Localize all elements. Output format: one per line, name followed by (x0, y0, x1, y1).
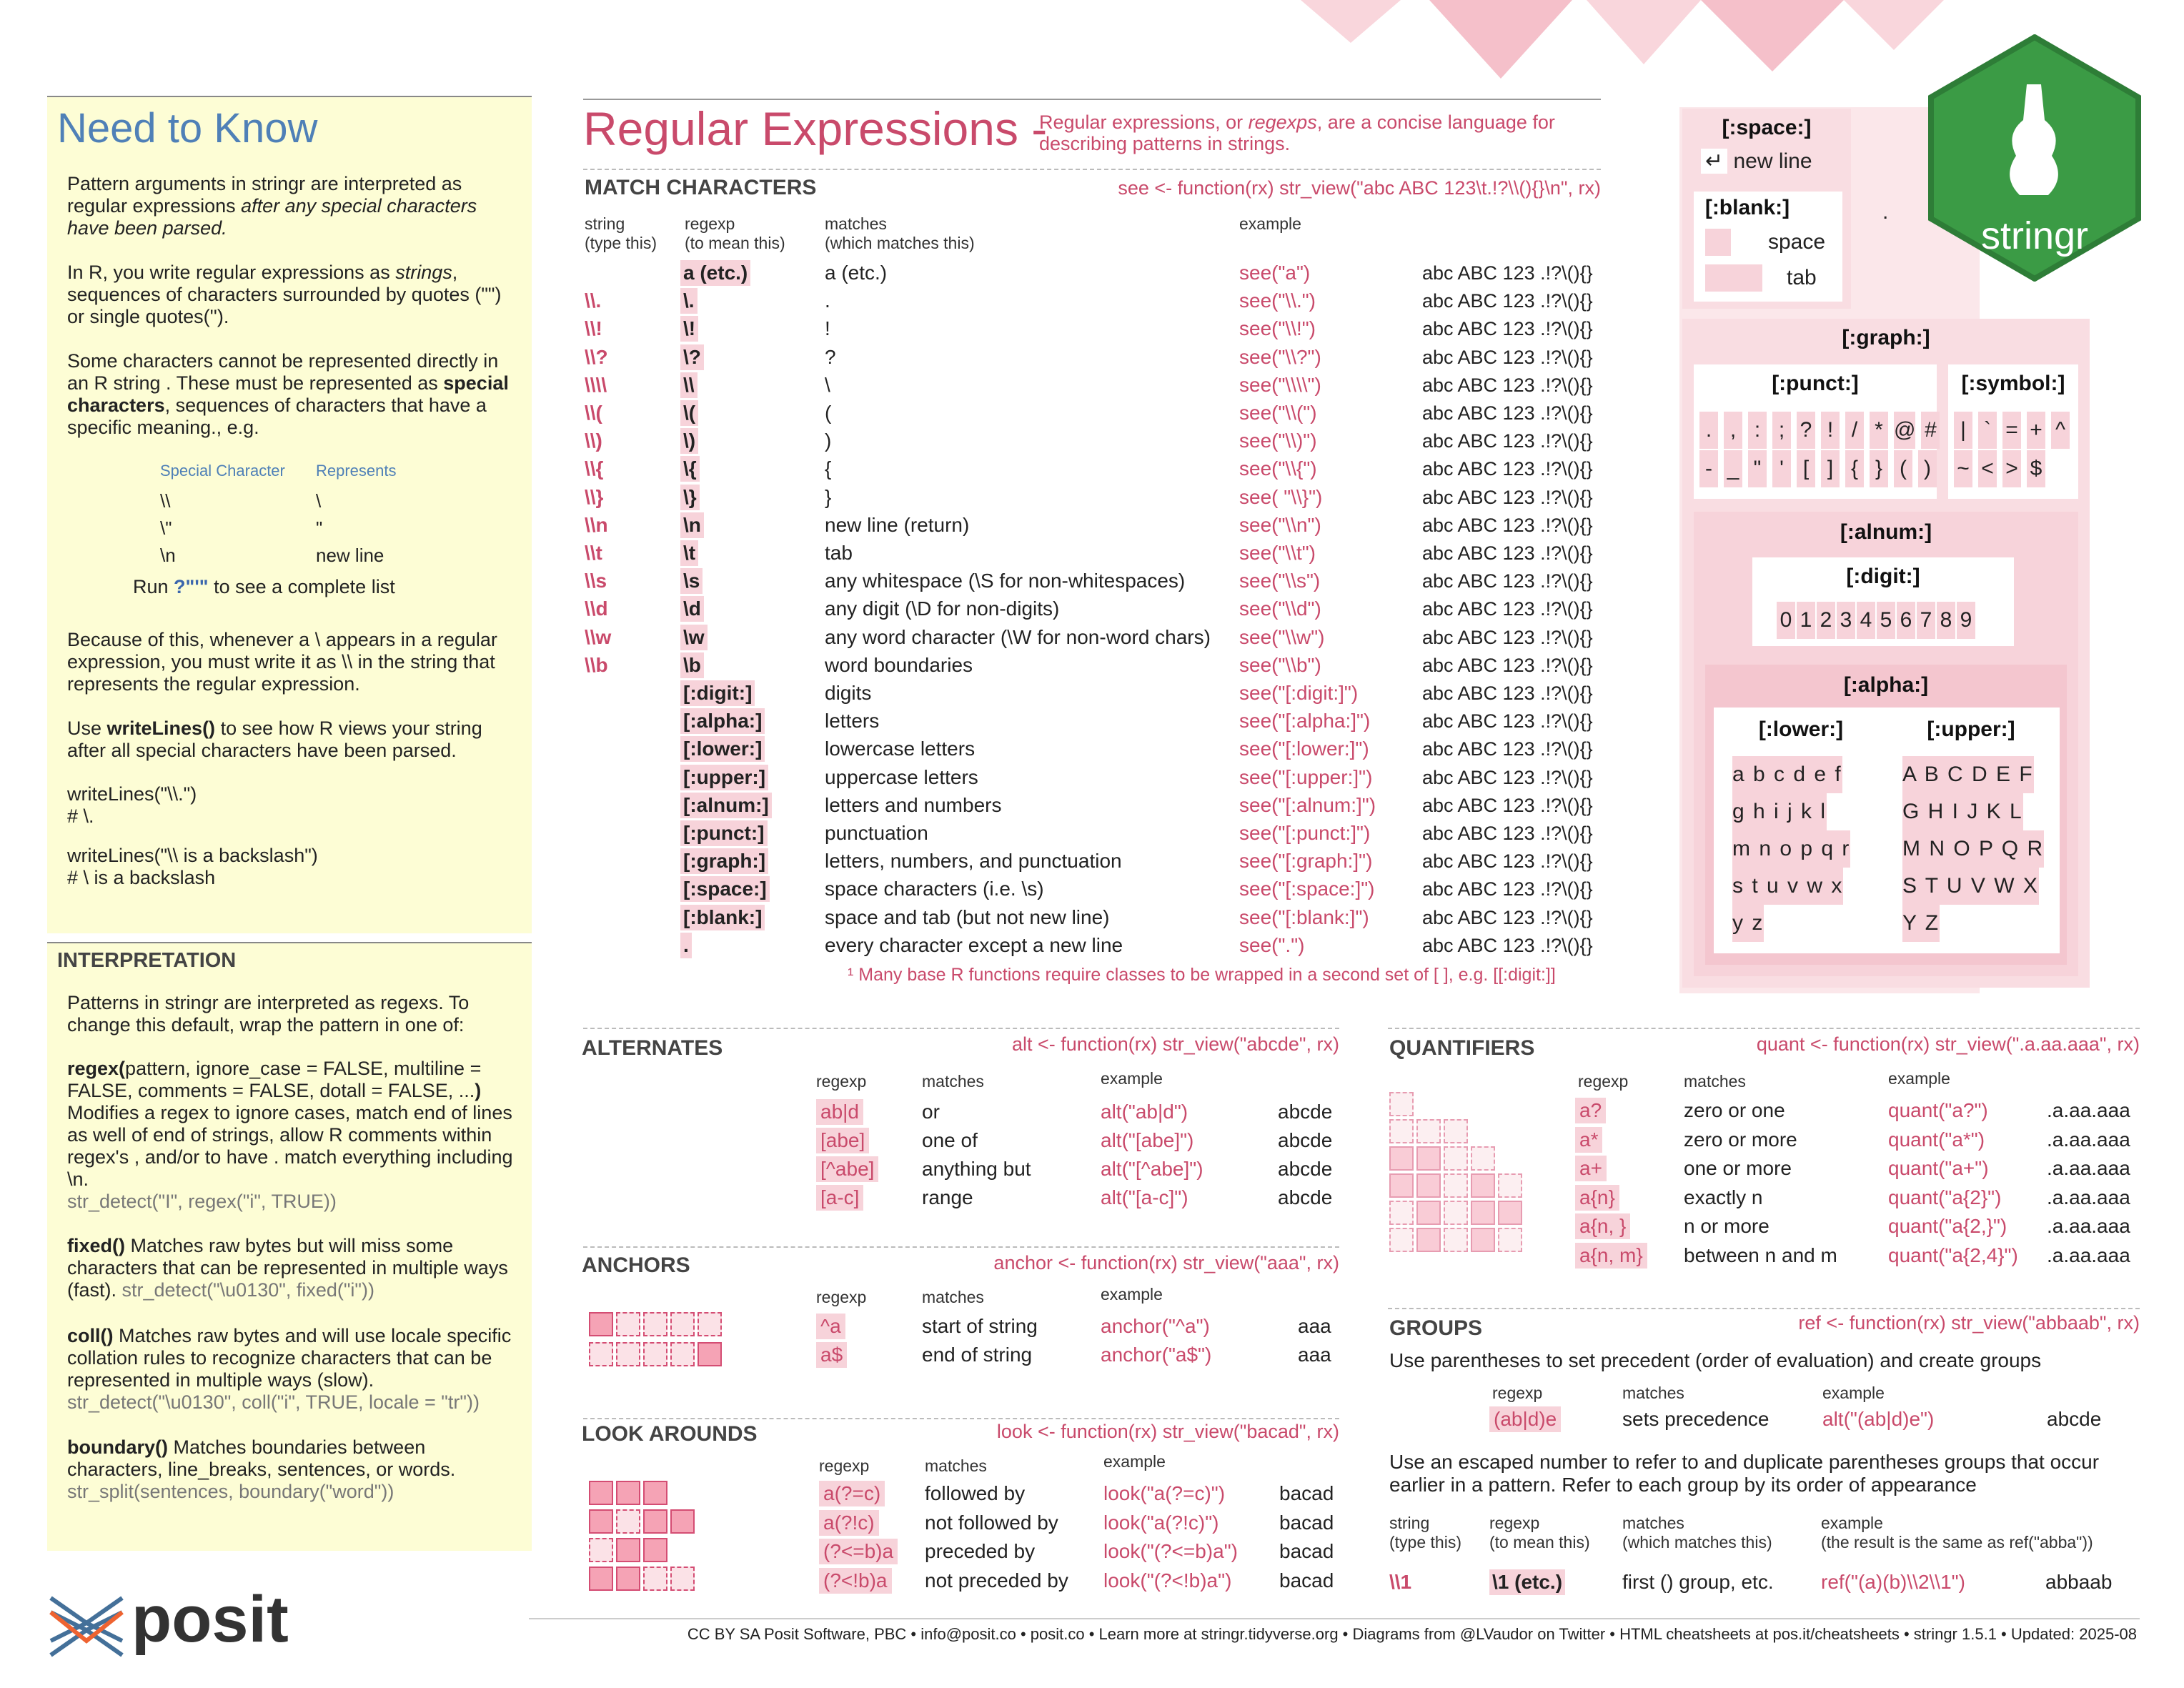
match-example: see("\\\\") (1239, 373, 1321, 396)
groups-rule (1388, 1308, 2140, 1309)
graph-class-title: [:graph:] (1842, 326, 1930, 349)
match-example: see("\\s") (1239, 570, 1321, 592)
page-title: Regular Expressions - (583, 102, 1048, 155)
interpretation-panel (47, 942, 532, 1551)
interp-fixed: fixed() Matches raw bytes but will miss some characters that can be represented in multiple ways (fast). str_detect("\u0130", fixed("i")) (67, 1235, 508, 1301)
symbol-class-title: [:symbol:] (1961, 372, 2065, 395)
match-regexp: \) (680, 428, 698, 454)
result-cell: .a.aa.aaa (2047, 1186, 2130, 1208)
result-cell: bacad (1279, 1482, 1334, 1504)
match-sample: abc ABC 123 .!?\(){} (1422, 766, 1593, 788)
regexp-cell: a(?!c) (819, 1510, 879, 1536)
match-regexp: \( (680, 400, 698, 426)
match-meaning: every character except a new line (825, 933, 1123, 956)
col-matches: matches (which matches this) (825, 214, 975, 252)
match-regexp: . (680, 933, 692, 958)
match-sample: abc ABC 123 .!?\(){} (1422, 598, 1593, 620)
match-meaning: word boundaries (825, 653, 973, 676)
col-string: string (type this) (585, 214, 657, 252)
match-example: see("[:upper:]") (1239, 765, 1373, 788)
match-regexp: \w (680, 625, 708, 650)
match-string: \\w (585, 625, 612, 648)
matches-cell: or (922, 1101, 940, 1123)
match-regexp: [:space:] (680, 876, 770, 902)
groups-col-regexp: regexp (1492, 1384, 1543, 1402)
example-cell: look("(?<!b)a") (1103, 1569, 1232, 1592)
regexp-cell: [abe] (816, 1128, 869, 1153)
regexp-cell: (?<!b)a (819, 1568, 892, 1594)
match-regexp: [:graph:] (680, 848, 768, 874)
match-example: see("[:graph:]") (1239, 850, 1373, 873)
groups-col-matches2: matches (which matches this) (1622, 1514, 1772, 1552)
backslash-paragraph: Because of this, whenever a \ appears in a regular expression, you must write it as \\ in the string that represents the regular expression. (67, 629, 497, 695)
special-char-col: \\ \" \n (160, 490, 176, 566)
intro-paragraph: Pattern arguments in stringr are interpreted as regular expressions after any special characters have been parsed. (67, 173, 477, 239)
title-rule (583, 99, 1601, 100)
match-example: see("\\.") (1239, 289, 1316, 312)
punct-row-2: - _ " ' [ ] { } ( ) (1699, 450, 1942, 487)
regexp-cell: a(?=c) (819, 1481, 885, 1506)
stringr-logo-text: stringr (1980, 214, 2089, 257)
punct-class-title: [:punct:] (1772, 372, 1859, 395)
match-characters-title: MATCH CHARACTERS (585, 176, 817, 199)
lookaround-diagram (589, 1481, 698, 1591)
regexp-cell: a{n, m} (1575, 1243, 1647, 1269)
match-regexp: \} (680, 485, 700, 510)
need-to-know-panel (47, 96, 532, 933)
interpretation-title: INTERPRETATION (57, 949, 237, 972)
match-regexp: [:lower:] (680, 736, 765, 762)
regexp-cell: ^a (816, 1314, 845, 1339)
match-string: \\n (585, 513, 608, 536)
groups-title: GROUPS (1389, 1316, 1483, 1340)
example-cell: anchor("a$") (1101, 1344, 1212, 1366)
match-sample: abc ABC 123 .!?\(){} (1422, 458, 1593, 480)
match-string: \\. (585, 289, 602, 312)
example-cell: quant("a?") (1888, 1099, 1988, 1121)
matches-cell: n or more (1684, 1215, 1769, 1237)
result-cell: .a.aa.aaa (2047, 1157, 2130, 1179)
match-meaning: \ (825, 373, 830, 396)
match-sample: abc ABC 123 .!?\(){} (1422, 850, 1593, 873)
match-meaning: { (825, 457, 832, 480)
anc-col-regexp: regexp (816, 1288, 867, 1306)
example-cell: alt("ab|d") (1101, 1101, 1188, 1123)
code-example-1: writeLines("\\.") # \. (67, 783, 197, 827)
result-cell: .a.aa.aaa (2047, 1215, 2130, 1237)
example-cell: look("(?<=b)a") (1103, 1540, 1238, 1562)
represents-col: \ " new line (316, 490, 384, 566)
groups-col-example: example (1822, 1384, 1885, 1402)
match-sample: abc ABC 123 .!?\(){} (1422, 346, 1593, 368)
matches-cell: zero or one (1684, 1099, 1785, 1121)
match-sample: abc ABC 123 .!?\(){} (1422, 878, 1593, 900)
symbol-row-2: ~ < > $ (1954, 450, 2051, 487)
match-rule (583, 169, 1601, 170)
match-string: \\( (585, 402, 602, 424)
match-sample: abc ABC 123 .!?\(){} (1422, 430, 1593, 452)
match-meaning: ? (825, 345, 836, 368)
quant-col-regexp: regexp (1578, 1072, 1629, 1091)
punct-row-1: . , : ; ? ! / * @ # (1699, 412, 1945, 449)
match-regexp: [:digit:] (680, 680, 755, 706)
match-example: see("[:space:]") (1239, 878, 1375, 900)
groups-col-example2: example (the result is the same as ref("abba")) (1821, 1514, 2093, 1552)
stringr-hex-logo (1927, 34, 2143, 282)
match-sample: abc ABC 123 .!?\(){} (1422, 486, 1593, 508)
match-meaning: uppercase letters (825, 765, 978, 788)
page-subtitle: Regular expressions, or regexps, are a concise language for describing patterns in strings. (1039, 111, 1555, 154)
anchors-title: ANCHORS (582, 1253, 690, 1277)
posit-logo-icon (47, 1591, 126, 1662)
match-meaning: any word character (\W for non-word chars) (825, 625, 1211, 648)
quant-col-matches: matches (1684, 1072, 1746, 1091)
match-sample: abc ABC 123 .!?\(){} (1422, 262, 1593, 284)
match-sample: abc ABC 123 .!?\(){} (1422, 794, 1593, 816)
match-function: see <- function(rx) str_view("abc ABC 123\t.!?\\(){}\n", rx) (1118, 177, 1601, 199)
match-regexp: \. (680, 288, 698, 314)
matches-cell: range (922, 1186, 973, 1208)
lookarounds-function: look <- function(rx) str_view("bacad", rx) (996, 1421, 1339, 1442)
match-regexp: \\ (680, 372, 698, 398)
quant-col-example: example (1888, 1069, 1950, 1088)
match-regexp: \s (680, 568, 703, 594)
result-cell: .a.aa.aaa (2047, 1243, 2130, 1266)
match-example: see("\\{") (1239, 457, 1317, 480)
match-meaning: punctuation (825, 822, 928, 844)
matches-cell: not preceded by (925, 1569, 1068, 1592)
match-example: see( "\\}") (1239, 485, 1323, 508)
match-string: \\{ (585, 457, 604, 480)
special-chars-paragraph: Some characters cannot be represented directly in an R string . These must be represented as special characters, sequences of characters that have a specific meaning., e.g. (67, 350, 509, 438)
quantifiers-function: quant <- function(rx) str_view(".a.aa.aaa", rx) (1756, 1033, 2140, 1055)
alternates-function: alt <- function(rx) str_view("abcde", rx) (1011, 1033, 1339, 1055)
match-example: see("[:lower:]") (1239, 738, 1369, 760)
match-string: \\\\ (585, 373, 607, 396)
match-example: see("\\w") (1239, 625, 1325, 648)
need-to-know-title: Need to Know (57, 105, 318, 152)
tab-swatch (1705, 264, 1762, 292)
col-example: example (1239, 214, 1301, 233)
match-sample: abc ABC 123 .!?\(){} (1422, 318, 1593, 340)
match-regexp: \! (680, 316, 698, 342)
match-example: see("\\b") (1239, 653, 1321, 676)
groups-intro: Use parentheses to set precedent (order of evaluation) and create groups (1389, 1349, 2042, 1371)
upper-class-title: [:upper:] (1927, 718, 2015, 741)
match-regexp: \t (680, 540, 698, 566)
match-meaning: ( (825, 402, 832, 424)
alt-col-matches: matches (922, 1072, 984, 1091)
col-regexp: regexp (to mean this) (685, 214, 785, 252)
example-cell: quant("a+") (1888, 1157, 1989, 1179)
space-class-title: [:space:] (1722, 116, 1812, 139)
match-example: see("[:alnum:]") (1239, 793, 1376, 816)
example-cell: look("a(?!c)") (1103, 1511, 1219, 1534)
result-cell: aaa (1298, 1315, 1331, 1337)
match-meaning: ! (825, 317, 830, 340)
match-example: see("\\n") (1239, 513, 1321, 536)
alternates-title: ALTERNATES (582, 1036, 723, 1060)
footnote: ¹ Many base R functions require classes to be wrapped in a second set of [ ], e.g. [[:digit:]] (848, 965, 1556, 985)
match-example: see("[:alpha:]") (1239, 710, 1371, 733)
match-meaning: . (825, 289, 830, 312)
match-example: see("[:punct:]") (1239, 822, 1371, 844)
digit-row: 0 1 2 3 4 5 6 7 8 9 (1777, 602, 1977, 639)
anchor-diagram (589, 1312, 725, 1366)
matches-cell: exactly n (1684, 1186, 1763, 1208)
example-cell: quant("a{2,}") (1888, 1215, 2007, 1237)
example-cell: alt("[a-c]") (1101, 1186, 1188, 1208)
result-cell: abcde (1278, 1186, 1333, 1208)
match-string: \\d (585, 597, 608, 620)
blank-class-title: [:blank:] (1704, 196, 1790, 219)
match-regexp: [:punct:] (680, 820, 768, 846)
regexp-cell: a{n, } (1575, 1213, 1630, 1239)
match-example: see("\\?") (1239, 345, 1321, 368)
upper-letters: A B C D E F G H I J K L M N O P Q R S T U V W X Y Z (1902, 756, 2044, 942)
example-cell: look("a(?=c)") (1103, 1482, 1226, 1504)
writelines-paragraph: Use writeLines() to see how R views your string after all special characters have been parsed. (67, 718, 482, 761)
example-cell: quant("a{2,4}") (1888, 1243, 2018, 1266)
regexp-cell: a? (1575, 1098, 1606, 1123)
dot-char: . (1882, 200, 1889, 224)
matches-cell: zero or more (1684, 1128, 1797, 1151)
match-regexp: \b (680, 652, 704, 678)
quantifier-diagram (1389, 1092, 1547, 1271)
match-sample: abc ABC 123 .!?\(){} (1422, 290, 1593, 312)
match-meaning: letters and numbers (825, 793, 1002, 816)
match-sample: abc ABC 123 .!?\(){} (1422, 654, 1593, 676)
match-meaning: ) (825, 430, 832, 452)
match-meaning: any whitespace (\S for non-whitespaces) (825, 570, 1186, 592)
matches-cell: one of (922, 1129, 978, 1151)
look-col-matches: matches (925, 1456, 987, 1475)
alnum-class-title: [:alnum:] (1840, 520, 1932, 544)
example-cell: quant("a{2}") (1888, 1186, 2002, 1208)
match-regexp: [:alnum:] (680, 793, 772, 818)
match-string: \\! (585, 317, 602, 340)
regexp-cell: ab|d (816, 1099, 863, 1125)
run-help: Run ?"'" to see a complete list (133, 576, 395, 597)
match-string: \\} (585, 485, 604, 508)
alpha-class-title: [:alpha:] (1843, 673, 1929, 697)
match-regexp: \d (680, 596, 704, 622)
return-arrow-icon: ↵ (1701, 149, 1727, 174)
match-regexp: [:alpha:] (680, 708, 765, 734)
matches-cell: not followed by (925, 1511, 1058, 1534)
tab-label: tab (1787, 266, 1817, 289)
look-col-regexp: regexp (819, 1456, 870, 1475)
matches-cell: one or more (1684, 1157, 1792, 1179)
strings-paragraph: In R, you write regular expressions as strings, sequences of characters surrounded by quotes ("") or single quotes(''). (67, 262, 502, 327)
match-example: see("a") (1239, 262, 1311, 284)
example-cell: alt("[^abe]") (1101, 1158, 1203, 1180)
match-regexp: [:upper:] (680, 765, 768, 790)
match-sample: abc ABC 123 .!?\(){} (1422, 570, 1593, 592)
quantifiers-title: QUANTIFIERS (1389, 1036, 1535, 1060)
code-example-2: writeLines("\\ is a backslash") # \ is a backslash (67, 845, 318, 888)
match-string: \\) (585, 430, 602, 452)
look-col-example: example (1103, 1452, 1166, 1471)
result-cell: bacad (1279, 1511, 1334, 1534)
match-example: see("[:blank:]") (1239, 905, 1369, 928)
result-cell: .a.aa.aaa (2047, 1099, 2130, 1121)
match-sample: abc ABC 123 .!?\(){} (1422, 710, 1593, 733)
match-sample: abc ABC 123 .!?\(){} (1422, 402, 1593, 424)
result-cell: abcde (1278, 1129, 1333, 1151)
represents-header: Represents (316, 462, 397, 480)
interp-coll: coll() Matches raw bytes and will use locale specific collation rules to recognize characters that can be represented in multiple ways (slow). str_detect("\u0130", coll("i", TRUE, locale = "tr")) (67, 1325, 512, 1413)
anc-col-example: example (1101, 1285, 1163, 1304)
match-meaning: tab (825, 542, 853, 564)
anc-col-matches: matches (922, 1288, 984, 1306)
groups-function: ref <- function(rx) str_view("abbaab", rx) (1798, 1312, 2140, 1334)
match-example: see("\\)") (1239, 430, 1317, 452)
interp-regex: regex(pattern, ignore_case = FALSE, multiline = FALSE, comments = FALSE, dotall = FALSE, ...) Modifies a regex to ignore cases, match end of lines as well of end of strings, allow R comments within regex's , and/or to have . match everything including \n. str_detect("I", regex("i", TRUE)) (67, 1058, 513, 1212)
match-meaning: any digit (\D for non-digits) (825, 597, 1060, 620)
matches-cell: followed by (925, 1482, 1026, 1504)
anchors-function: anchor <- function(rx) str_view("aaa", rx) (993, 1252, 1339, 1274)
match-meaning: letters, numbers, and punctuation (825, 850, 1122, 873)
match-meaning: } (825, 485, 832, 508)
match-sample: abc ABC 123 .!?\(){} (1422, 682, 1593, 704)
regexp-cell: a{n} (1575, 1185, 1619, 1211)
symbol-row-1: | ` = + ^ (1954, 412, 2075, 449)
match-string: \\? (585, 345, 608, 368)
anc-rule (583, 1246, 1339, 1248)
posit-wordmark: posit (131, 1583, 289, 1656)
example-cell: anchor("^a") (1101, 1315, 1210, 1337)
alt-col-regexp: regexp (816, 1072, 867, 1091)
example-cell: alt("[abe]") (1101, 1129, 1194, 1151)
matches-cell: preceded by (925, 1540, 1036, 1562)
interp-intro: Patterns in stringr are interpreted as regexs. To change this default, wrap the pattern in one of: (67, 992, 470, 1036)
match-meaning: lowercase letters (825, 738, 976, 760)
look-rule (583, 1418, 1339, 1419)
match-regexp: [:blank:] (680, 905, 765, 930)
match-example: see(".") (1239, 933, 1305, 956)
alt-col-example: example (1101, 1069, 1163, 1088)
regexp-cell: a* (1575, 1127, 1602, 1153)
match-meaning: new line (return) (825, 513, 970, 536)
interp-boundary: boundary() Matches boundaries between characters, line_breaks, sentences, or words. str_split(sentences, boundary("word")) (67, 1436, 456, 1502)
match-sample: abc ABC 123 .!?\(){} (1422, 934, 1593, 956)
match-sample: abc ABC 123 .!?\(){} (1422, 374, 1593, 396)
lower-letters: a b c d e f g h i j k l m n o p q r s t u v w x y z (1732, 756, 1850, 942)
match-sample: abc ABC 123 .!?\(){} (1422, 626, 1593, 648)
match-sample: abc ABC 123 .!?\(){} (1422, 823, 1593, 844)
quant-rule (1388, 1028, 2140, 1029)
space-swatch (1705, 229, 1731, 256)
result-cell: abcde (1278, 1158, 1333, 1180)
match-example: see("\\d") (1239, 597, 1321, 620)
match-regexp: a (etc.) (680, 260, 750, 286)
special-char-header: Special Character (160, 462, 285, 480)
space-label: space (1768, 230, 1826, 254)
match-meaning: letters (825, 710, 880, 733)
digit-class-title: [:digit:] (1846, 565, 1920, 588)
example-cell: quant("a*") (1888, 1128, 1985, 1151)
match-sample: abc ABC 123 .!?\(){} (1422, 514, 1593, 536)
match-example: see("\\t") (1239, 542, 1316, 564)
match-meaning: space characters (i.e. \s) (825, 878, 1044, 900)
regexp-cell: [^abe] (816, 1156, 878, 1182)
match-string: \\s (585, 570, 607, 592)
groups-col-string: string (type this) (1389, 1514, 1461, 1552)
match-regexp: \{ (680, 456, 700, 482)
matches-cell: end of string (922, 1344, 1033, 1366)
regexp-cell: [a-c] (816, 1185, 863, 1211)
match-string: \\t (585, 542, 602, 564)
regexp-cell: a$ (816, 1342, 847, 1368)
result-cell: bacad (1279, 1540, 1334, 1562)
matches-cell: between n and m (1684, 1243, 1837, 1266)
match-sample: abc ABC 123 .!?\(){} (1422, 906, 1593, 928)
result-cell: .a.aa.aaa (2047, 1128, 2130, 1151)
alt-rule (583, 1028, 1339, 1029)
result-cell: bacad (1279, 1569, 1334, 1592)
match-regexp: \? (680, 344, 704, 370)
matches-cell: anything but (922, 1158, 1031, 1180)
result-cell: aaa (1298, 1344, 1331, 1366)
footer-rule (529, 1618, 2140, 1619)
groups-backref-paragraph: Use an escaped number to refer to and duplicate parentheses groups that occur earlier in a pattern. Refer to each group by its order of appearance (1389, 1451, 2100, 1496)
footer: CC BY SA Posit Software, PBC • info@posit.co • posit.co • Learn more at stringr.tidyverse.org • Diagrams from @LVaudor on Twitter • HTML cheatsheets at pos.it/cheatsheets • stringr 1.5.1 • Updated: 2025-08 (687, 1625, 2137, 1643)
match-string: \\b (585, 653, 608, 676)
regexp-cell: a+ (1575, 1156, 1607, 1181)
lookarounds-title: LOOK AROUNDS (582, 1422, 758, 1446)
match-sample: abc ABC 123 .!?\(){} (1422, 542, 1593, 564)
groups-col-regexp2: regexp (to mean this) (1489, 1514, 1590, 1552)
newline-entry: ↵ new line (1701, 149, 1812, 174)
matches-cell: start of string (922, 1315, 1038, 1337)
groups-col-matches: matches (1622, 1384, 1684, 1402)
match-regexp: \n (680, 512, 704, 538)
lower-class-title: [:lower:] (1758, 718, 1844, 741)
match-example: see("[:digit:]") (1239, 682, 1359, 704)
match-sample: abc ABC 123 .!?\(){} (1422, 738, 1593, 760)
match-meaning: space and tab (but not new line) (825, 905, 1110, 928)
match-meaning: digits (825, 682, 872, 704)
match-example: see("\\!") (1239, 317, 1316, 340)
result-cell: abcde (1278, 1101, 1333, 1123)
match-meaning: a (etc.) (825, 262, 888, 284)
match-example: see("\\(") (1239, 402, 1317, 424)
regexp-cell: (?<=b)a (819, 1539, 898, 1564)
